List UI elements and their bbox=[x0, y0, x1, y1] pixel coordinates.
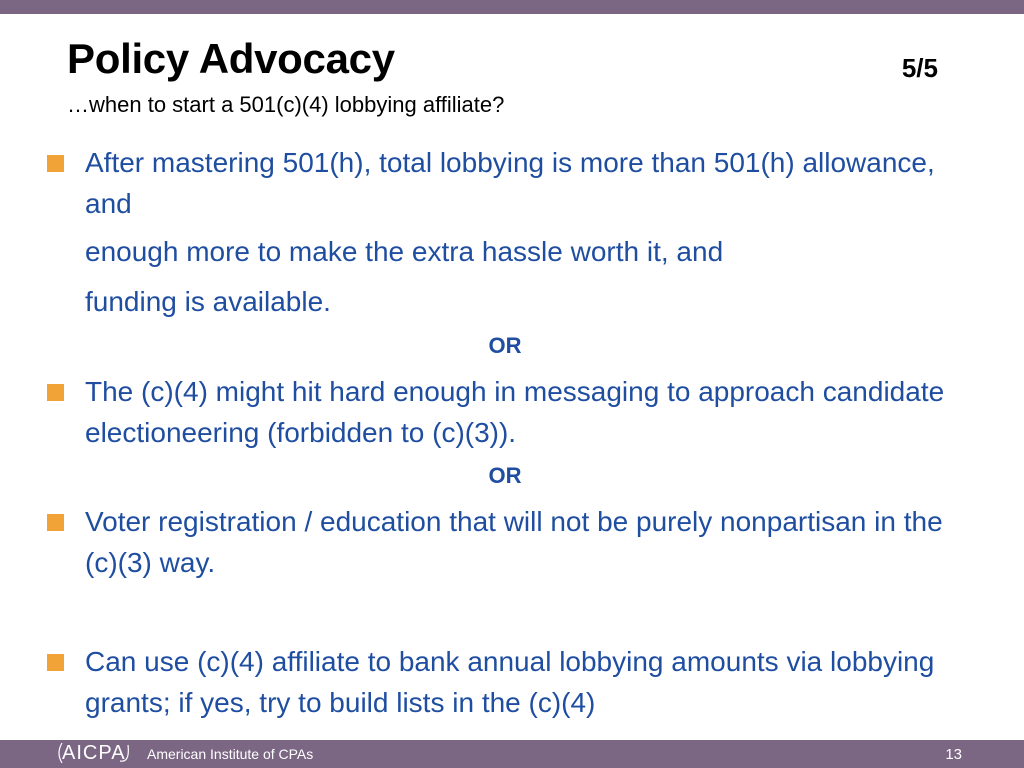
bullet-text: The (c)(4) might hit hard enough in messaging to approach candidate electioneering (forbidden to (c)(3)). bbox=[85, 376, 945, 448]
bullet-text: Can use (c)(4) affiliate to bank annual lobbying amounts via lobbying grants; if yes, try to build lists in the (c)(4) bbox=[85, 646, 935, 718]
organization-name: American Institute of CPAs bbox=[147, 746, 314, 762]
footer-bar bbox=[0, 740, 1024, 768]
page-count: 5/5 bbox=[901, 53, 938, 83]
bullet-item bbox=[85, 371, 975, 453]
bullet-item bbox=[85, 501, 975, 583]
bullet-item bbox=[85, 142, 975, 224]
square-bullet-icon bbox=[47, 384, 64, 401]
square-bullet-icon bbox=[47, 514, 64, 531]
bullet-text: After mastering 501(h), total lobbying is more than 501(h) allowance, and bbox=[85, 147, 935, 219]
or-separator: OR bbox=[488, 463, 522, 488]
bullet-text: Voter registration / education that will not be purely nonpartisan in the (c)(3) way. bbox=[85, 506, 943, 578]
bullet-item bbox=[85, 641, 975, 723]
slide-title: Policy Advocacy bbox=[67, 35, 395, 82]
slide-subtitle: …when to start a 501(c)(4) lobbying affiliate? bbox=[67, 92, 505, 117]
continuation-line: funding is available. bbox=[85, 286, 331, 317]
aicpa-logo: AICPA bbox=[62, 742, 126, 764]
square-bullet-icon bbox=[47, 654, 64, 671]
continuation-line: enough more to make the extra hassle worth it, and bbox=[85, 236, 724, 267]
or-separator: OR bbox=[488, 333, 522, 358]
slide-number: 13 bbox=[945, 746, 962, 763]
square-bullet-icon bbox=[47, 155, 64, 172]
